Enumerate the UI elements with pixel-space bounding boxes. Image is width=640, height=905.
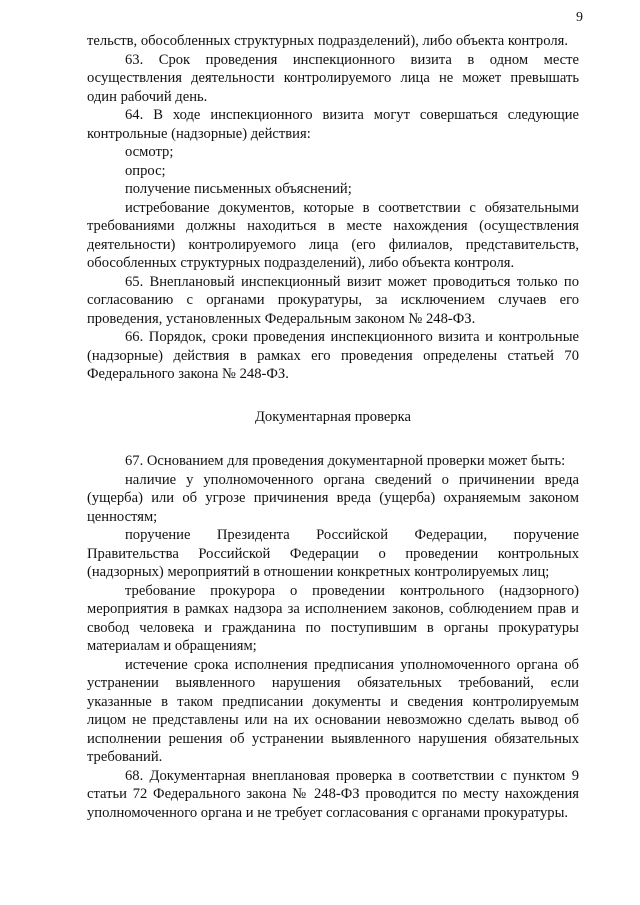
paragraph-65: 65. Внеплановый инспекционный визит может проводиться только по согласованию с органами прокуратуры, за исключением случаев его проведения, установленных Федеральным законом № 248-ФЗ. [87, 273, 579, 327]
list-item-written-explanations: получение письменных объяснений; [125, 181, 352, 197]
list-item-document-request: истребование документов, которые в соответствии с обязательными требованиями должны находиться в месте нахождения (осуществления деятельности) контролируемого лица (его филиалов, представительств, обособленных структурных подразделений), либо объекта контроля. [87, 199, 579, 271]
paragraph-continuation: тельств, обособленных структурных подразделений), либо объекта контроля. [87, 33, 568, 49]
document-body [87, 32, 579, 822]
paragraph-67: 67. Основанием для проведения документарной проверки может быть: [125, 453, 566, 469]
list-item-president-order: поручение Президента Российской Федерации, поручение Правительства Российской Федерации о проведении контрольных (надзорных) мероприятий в отношении конкретных контролируемых лиц; [87, 527, 579, 580]
paragraph-63: 63. Срок проведения инспекционного визита в одном месте осуществления деятельности контролируемого лица не может превышать один рабочий день. [87, 51, 579, 105]
section-heading: Документарная проверка [254, 408, 412, 425]
list-item-order-expiry: истечение срока исполнения предписания уполномоченного органа об устранении выявленного нарушения обязательных требований, если указанные в таком предписании документы и сведения контролируемым лицом не представлены или на их основании невозможно сделать вывод об исполнении решения об устранении выявленного нарушения обязательных требований. [87, 656, 579, 765]
paragraph-68: 68. Документарная внеплановая проверка в соответствии с пунктом 9 статьи 72 Федерального закона № 248-ФЗ проводится по месту нахождения уполномоченного органа и не требует согласования с органами прокуратуры. [87, 767, 579, 821]
list-item-inspection: осмотр; [125, 144, 174, 160]
paragraph-66: 66. Порядок, сроки проведения инспекционного визита и контрольные (надзорные) действия в рамках его проведения определены статьей 70 Федерального закона № 248-ФЗ. [87, 329, 579, 382]
paragraph-64: 64. В ходе инспекционного визита могут совершаться следующие контрольные (надзорные) действия: [87, 107, 579, 142]
list-item-survey: опрос; [125, 162, 166, 179]
list-item-harm-information: наличие у уполномоченного органа сведений о причинении вреда (ущерба) или об угрозе причинения вреда (ущерба) охраняемым законом ценностям; [87, 471, 579, 525]
list-item-prosecutor-demand: требование прокурора о проведении контрольного (надзорного) мероприятия в рамках надзора за исполнением законов, соблюдением прав и свобод человека и гражданина по поступившим в органы прокуратуры материалам и обращениям; [87, 582, 579, 654]
page-number: 9 [576, 10, 583, 25]
